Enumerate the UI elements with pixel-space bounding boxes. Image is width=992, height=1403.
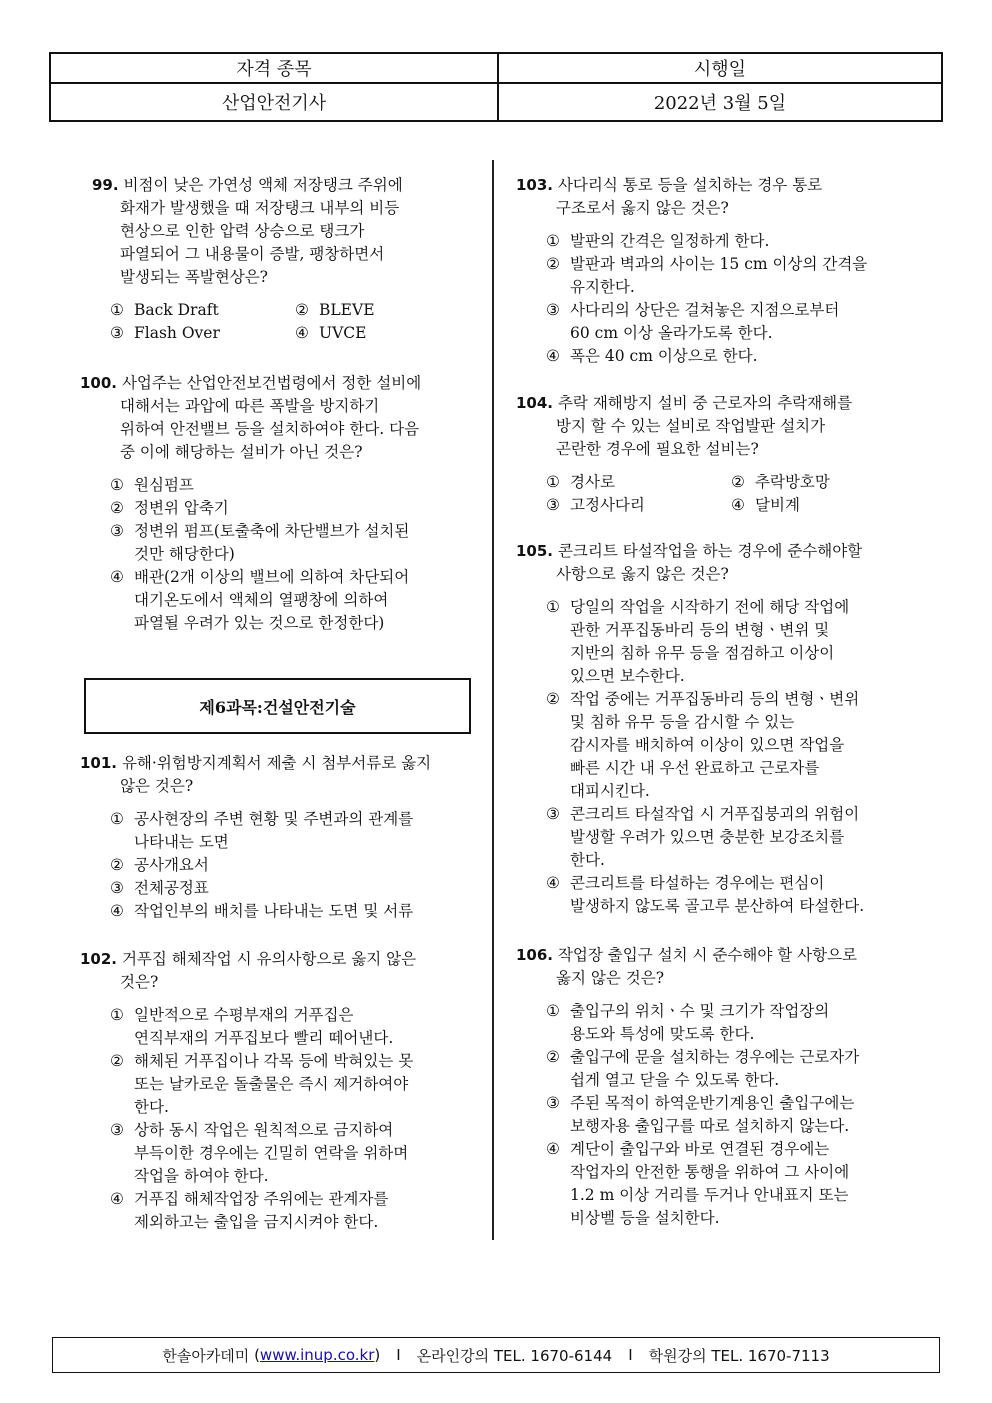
question-number: 105. — [516, 542, 554, 560]
answer-options — [516, 471, 906, 517]
option-mark: ① — [546, 232, 560, 250]
question-stem-line: 사항으로 옳지 않은 것은? — [556, 565, 729, 583]
option-text: 공사현장의 주변 현황 및 주변과의 관계를 — [134, 810, 414, 828]
answer-option-1[interactable] — [546, 230, 906, 253]
option-text: 연직부재의 거푸집보다 빨리 떼어낸다. — [134, 1029, 394, 1047]
question-stem-line: 중 이에 해당하는 설비가 아닌 것은? — [120, 443, 363, 461]
question-stem-line: 구조로서 옳지 않은 것은? — [556, 199, 729, 217]
question-101 — [80, 752, 472, 923]
answer-option-3[interactable] — [110, 322, 295, 345]
option-mark: ④ — [546, 347, 560, 365]
answer-option-1[interactable] — [110, 1004, 472, 1050]
question-stem-line: 작업장 출입구 설치 시 준수해야 할 사항으로 — [557, 946, 858, 964]
option-text: 배관(2개 이상의 밸브에 의하여 차단되어 — [134, 568, 410, 586]
question-number: 106. — [516, 946, 554, 964]
option-mark: ② — [110, 1052, 124, 1070]
option-text: 발판의 간격은 일정하게 한다. — [570, 232, 770, 250]
option-mark: ① — [110, 810, 124, 828]
academy-website-link[interactable]: www.inup.co.kr — [259, 1346, 375, 1364]
option-text: 발판과 벽과의 사이는 15 cm 이상의 간격을 — [570, 255, 868, 273]
answer-option-3[interactable] — [546, 299, 906, 345]
option-mark: ③ — [546, 301, 560, 319]
option-mark: ① — [110, 476, 124, 494]
answer-option-1[interactable] — [546, 596, 906, 688]
option-mark: ① — [546, 1002, 560, 1020]
footer-separator: I — [396, 1346, 401, 1364]
answer-option-3[interactable] — [110, 877, 472, 900]
question-number: 101. — [80, 754, 118, 772]
question-104 — [516, 392, 906, 517]
question-stem-line: 것은? — [120, 973, 159, 991]
option-text: 출입구의 위치ㆍ수 및 크기가 작업장의 — [570, 1002, 830, 1020]
option-text: 지반의 침하 유무 등을 점검하고 이상이 — [570, 644, 835, 662]
question-stem-line: 위하여 안전밸브 등을 설치하여야 한다. 다음 — [120, 420, 420, 438]
option-text: 및 침하 유무 등을 감시할 수 있는 — [570, 713, 795, 731]
answer-option-4[interactable] — [546, 872, 906, 918]
column-divider — [492, 160, 494, 1240]
option-text: 제외하고는 출입을 금지시켜야 한다. — [134, 1213, 379, 1231]
question-stem-line: 콘크리트 타설작업을 하는 경우에 준수해야할 — [557, 542, 863, 560]
question-number: 100. — [80, 374, 118, 392]
option-text: 정변위 압축기 — [134, 499, 229, 517]
option-text: 대기온도에서 액체의 열팽창에 의하여 — [134, 591, 389, 609]
question-stem-line: 방지 할 수 있는 설비로 작업발판 설치가 — [556, 417, 826, 435]
option-text: 출입구에 문을 설치하는 경우에는 근로자가 — [570, 1048, 860, 1066]
option-mark: ④ — [731, 496, 745, 514]
answer-option-3[interactable] — [110, 520, 472, 566]
question-number: 104. — [516, 394, 554, 412]
option-mark: ④ — [110, 568, 124, 586]
option-text: 작업을 하여야 한다. — [134, 1167, 269, 1185]
option-mark: ② — [546, 255, 560, 273]
answer-options — [80, 808, 472, 923]
option-mark: ③ — [110, 324, 124, 342]
option-text: 달비계 — [755, 496, 800, 514]
option-text: 작업 중에는 거푸집동바리 등의 변형ㆍ변위 — [570, 690, 860, 708]
question-100 — [80, 372, 472, 635]
exam-header-table — [49, 52, 943, 122]
answer-option-4[interactable] — [546, 345, 906, 368]
option-text: 한다. — [134, 1098, 169, 1116]
option-text: 원심펌프 — [134, 476, 194, 494]
question-103 — [516, 174, 906, 368]
section-title: 제6과목:건설안전기술 — [84, 678, 471, 734]
option-text: UVCE — [319, 324, 367, 342]
option-mark: ② — [295, 301, 309, 319]
question-stem-line: 거푸집 해체작업 시 유의사항으로 옳지 않은 — [121, 950, 417, 968]
option-text: 경사로 — [570, 473, 615, 491]
option-text: 거푸집 해체작업장 주위에는 관계자를 — [134, 1190, 389, 1208]
option-text: 상하 동시 작업은 원칙적으로 금지하여 — [134, 1121, 394, 1139]
answer-options — [516, 1000, 906, 1230]
answer-option-1[interactable] — [110, 474, 472, 497]
exam-name: 산업안전기사 — [221, 93, 327, 114]
option-mark: ③ — [546, 496, 560, 514]
question-stem-line: 비점이 낮은 가연성 액체 저장탱크 주위에 — [123, 176, 403, 194]
option-text: 폭은 40 cm 이상으로 한다. — [570, 347, 758, 365]
option-text: 공사개요서 — [134, 856, 209, 874]
option-text: 유지한다. — [570, 278, 635, 296]
option-text: 또는 날카로운 돌출물은 즉시 제거하여야 — [134, 1075, 409, 1093]
option-text: 발생할 우려가 있으면 충분한 보강조치를 — [570, 828, 845, 846]
answer-option-4[interactable] — [110, 566, 472, 635]
answer-option-2[interactable] — [295, 299, 472, 322]
option-text: 콘크리트를 타설하는 경우에는 편심이 — [570, 874, 825, 892]
option-text: 것만 해당한다) — [134, 545, 235, 563]
option-text: 주된 목적이 하역운반기계용인 출입구에는 — [570, 1094, 855, 1112]
option-text: 파열될 우려가 있는 것으로 한정한다) — [134, 614, 385, 632]
option-mark: ③ — [110, 879, 124, 897]
academy-name: 한솔아카데미 — [162, 1346, 250, 1365]
question-stem-line: 파열되어 그 내용물이 증발, 팽창하면서 — [120, 245, 385, 263]
answer-options — [516, 230, 906, 368]
option-text: 정변위 펌프(토출축에 차단밸브가 설치된 — [134, 522, 410, 540]
question-number: 99. — [92, 176, 119, 194]
question-102 — [80, 948, 472, 1234]
option-mark: ② — [731, 473, 745, 491]
answer-option-2[interactable] — [110, 854, 472, 877]
question-stem-line: 유해·위험방지계획서 제출 시 첨부서류로 옳지 — [121, 754, 432, 772]
question-106 — [516, 944, 906, 1230]
option-text: 있으면 보수한다. — [570, 667, 685, 685]
option-text: 보행자용 출입구를 따로 설치하지 않는다. — [570, 1117, 850, 1135]
option-text: 용도와 특성에 맞도록 한다. — [570, 1025, 755, 1043]
option-text: 빠른 시간 내 우선 완료하고 근로자를 — [570, 759, 820, 777]
option-text: 당일의 작업을 시작하기 전에 해당 작업에 — [570, 598, 850, 616]
answer-option-1[interactable] — [110, 808, 472, 854]
question-stem-line: 사업주는 산업안전보건법령에서 정한 설비에 — [121, 374, 422, 392]
option-mark: ① — [110, 301, 124, 319]
answer-option-2[interactable] — [731, 471, 906, 494]
answer-option-4[interactable] — [110, 900, 472, 923]
answer-option-2[interactable] — [110, 497, 472, 520]
option-mark: ④ — [295, 324, 309, 342]
option-mark: ③ — [546, 805, 560, 823]
option-text: Back Draft — [134, 301, 219, 319]
question-stem-line: 추락 재해방지 설비 중 근로자의 추락재해를 — [557, 394, 853, 412]
question-stem-line: 현상으로 인한 압력 상승으로 탱크가 — [120, 222, 365, 240]
option-text: 계단이 출입구와 바로 연결된 경우에는 — [570, 1140, 830, 1158]
header-label-date: 시행일 — [497, 54, 941, 84]
option-mark: ④ — [546, 874, 560, 892]
option-text: 부득이한 경우에는 긴밀히 연락을 위하며 — [134, 1144, 409, 1162]
answer-option-3[interactable] — [546, 803, 906, 872]
option-text: 전체공정표 — [134, 879, 209, 897]
answer-options — [516, 596, 906, 918]
option-text: 발생하지 않도록 골고루 분산하여 타설한다. — [570, 897, 865, 915]
option-mark: ② — [546, 1048, 560, 1066]
answer-option-3[interactable] — [546, 1092, 906, 1138]
question-stem-line: 않은 것은? — [120, 777, 194, 795]
answer-option-4[interactable] — [546, 1138, 906, 1230]
option-mark: ① — [546, 473, 560, 491]
answer-option-2[interactable] — [546, 1046, 906, 1092]
exam-date: 2022년 3월 5일 — [497, 84, 941, 120]
option-mark: ③ — [546, 1094, 560, 1112]
option-mark: ② — [110, 856, 124, 874]
question-stem-line: 옳지 않은 것은? — [556, 969, 665, 987]
option-text: 한다. — [570, 851, 605, 869]
page-footer: 한솔아카데미 ( www.inup.co.kr ) I 온라인강의 TEL. 1670-6144 I 학원강의 TEL. 1670-7113 — [52, 1337, 940, 1373]
option-text: 관한 거푸집동바리 등의 변형ㆍ변위 및 — [570, 621, 830, 639]
answer-option-1[interactable] — [110, 299, 295, 322]
option-text: 고정사다리 — [570, 496, 645, 514]
answer-option-1[interactable] — [546, 1000, 906, 1046]
question-stem-line: 사다리식 통로 등을 설치하는 경우 통로 — [557, 176, 823, 194]
answer-option-3[interactable] — [546, 494, 731, 517]
option-text: 사다리의 상단은 걸쳐놓은 지점으로부터 — [570, 301, 840, 319]
header-label-category: 자격 종목 — [51, 54, 497, 84]
answer-options — [80, 474, 472, 635]
question-99 — [80, 174, 472, 345]
option-mark: ① — [546, 598, 560, 616]
option-text: 나타내는 도면 — [134, 833, 229, 851]
answer-options — [80, 1004, 472, 1234]
option-text: 일반적으로 수평부재의 거푸집은 — [134, 1006, 354, 1024]
answer-option-4[interactable] — [731, 494, 906, 517]
footer-separator: I — [628, 1346, 633, 1364]
answer-option-2[interactable] — [546, 253, 906, 299]
option-text: 추락방호망 — [755, 473, 830, 491]
answer-option-2[interactable] — [546, 688, 906, 803]
option-text: 대피시킨다. — [570, 782, 650, 800]
option-mark: ② — [110, 499, 124, 517]
option-mark: ④ — [546, 1140, 560, 1158]
option-mark: ① — [110, 1006, 124, 1024]
option-text: 작업인부의 배치를 나타내는 도면 및 서류 — [134, 902, 414, 920]
option-text: 60 cm 이상 올라가도록 한다. — [570, 324, 773, 342]
answer-option-2[interactable] — [110, 1050, 472, 1119]
question-105 — [516, 540, 906, 918]
option-text: 1.2 m 이상 거리를 두거나 안내표지 또는 — [570, 1186, 849, 1204]
answer-options — [80, 299, 472, 345]
answer-option-3[interactable] — [110, 1119, 472, 1188]
option-text: 콘크리트 타설작업 시 거푸집붕괴의 위험이 — [570, 805, 860, 823]
option-mark: ④ — [110, 902, 124, 920]
question-stem-line: 발생되는 폭발현상은? — [120, 268, 268, 286]
option-text: 해체된 거푸집이나 각목 등에 박혀있는 못 — [134, 1052, 414, 1070]
question-stem-line: 곤란한 경우에 필요한 설비는? — [556, 440, 759, 458]
question-stem-line: 화재가 발생했을 때 저장탱크 내부의 비등 — [120, 199, 400, 217]
answer-option-4[interactable] — [295, 322, 472, 345]
option-mark: ③ — [110, 1121, 124, 1139]
option-text: Flash Over — [134, 324, 220, 342]
option-text: 작업자의 안전한 통행을 위하여 그 사이에 — [570, 1163, 850, 1181]
option-mark: ③ — [110, 522, 124, 540]
option-mark: ④ — [110, 1190, 124, 1208]
answer-option-1[interactable] — [546, 471, 731, 494]
option-text: 쉽게 열고 닫을 수 있도록 한다. — [570, 1071, 780, 1089]
option-text: 비상벨 등을 설치한다. — [570, 1209, 720, 1227]
answer-option-4[interactable] — [110, 1188, 472, 1234]
option-mark: ② — [546, 690, 560, 708]
question-number: 102. — [80, 950, 118, 968]
question-stem-line: 대해서는 과압에 따른 폭발을 방지하기 — [120, 397, 380, 415]
online-phone: 온라인강의 TEL. 1670-6144 — [416, 1346, 613, 1365]
offline-phone: 학원강의 TEL. 1670-7113 — [648, 1346, 830, 1365]
option-text: 감시자를 배치하여 이상이 있으면 작업을 — [570, 736, 845, 754]
question-number: 103. — [516, 176, 554, 194]
option-text: BLEVE — [319, 301, 375, 319]
